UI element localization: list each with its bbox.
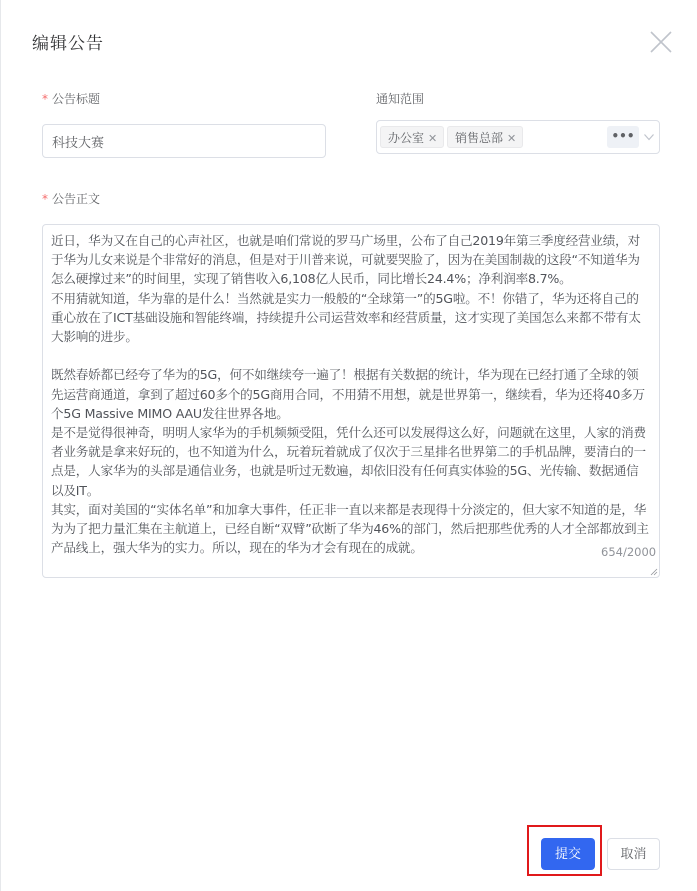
title-field-label bbox=[42, 90, 100, 107]
scope-tag-label: 销售总部 bbox=[455, 131, 504, 145]
required-mark: * bbox=[42, 192, 48, 206]
close-icon[interactable] bbox=[646, 27, 676, 57]
tag-remove-icon[interactable]: ✕ bbox=[507, 132, 517, 145]
scope-field-label: 通知范围 bbox=[376, 92, 425, 106]
body-label-text: 公告正文 bbox=[52, 192, 101, 206]
announcement-title-input[interactable] bbox=[42, 124, 326, 158]
scope-tag bbox=[447, 126, 523, 148]
submit-button[interactable]: 提交 bbox=[541, 838, 595, 870]
title-label-text: 公告标题 bbox=[52, 92, 101, 106]
announcement-body-textarea[interactable] bbox=[42, 224, 660, 578]
scope-tag-label: 办公室 bbox=[388, 131, 425, 145]
required-mark: * bbox=[42, 92, 48, 106]
scope-tag bbox=[380, 126, 444, 148]
more-tags-icon[interactable]: ••• bbox=[607, 126, 639, 148]
tag-remove-icon[interactable]: ✕ bbox=[428, 132, 438, 145]
chevron-down-icon[interactable] bbox=[643, 131, 655, 143]
notify-scope-select[interactable] bbox=[376, 120, 660, 154]
cancel-button[interactable]: 取消 bbox=[607, 838, 660, 870]
dialog-title: 编辑公告 bbox=[32, 34, 104, 54]
char-counter: 654/2000 bbox=[601, 545, 657, 559]
resize-handle-icon[interactable] bbox=[650, 568, 658, 576]
body-field-label bbox=[42, 190, 100, 207]
